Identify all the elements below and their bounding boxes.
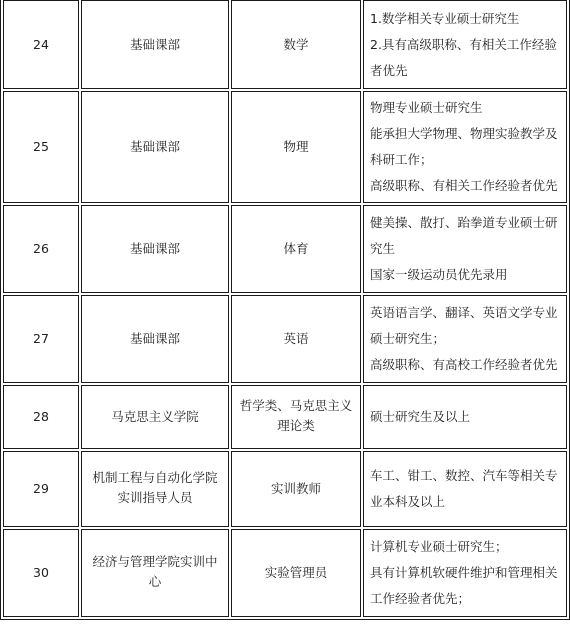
department: 基础课部 bbox=[81, 91, 229, 203]
requirements bbox=[363, 385, 567, 449]
position: 物理 bbox=[231, 91, 361, 203]
position: 英语 bbox=[231, 295, 361, 383]
row-number: 25 bbox=[3, 91, 79, 203]
table-row bbox=[3, 451, 567, 527]
requirement-line: 高级职称、有相关工作经验者优先 bbox=[370, 178, 558, 193]
requirement-line: 健美操、散打、跆拳道专业硕士研 bbox=[370, 215, 558, 230]
requirement-line: 工作经验者优先； bbox=[370, 591, 471, 606]
requirement-line: 者优先 bbox=[370, 62, 408, 78]
requirement-line: 国家一级运动员优先录用 bbox=[370, 267, 508, 282]
requirements bbox=[363, 91, 567, 203]
row-number: 27 bbox=[3, 295, 79, 383]
requirement-line: 业本科及以上 bbox=[370, 494, 446, 509]
requirements bbox=[363, 0, 567, 89]
requirement-line: 高级职称、有高校工作经验者优先 bbox=[370, 357, 558, 372]
requirement-line: 能承担大学物理、物理实验教学及 bbox=[370, 126, 558, 141]
requirement-line: 1.数学相关专业硕士研究生 bbox=[370, 10, 520, 26]
department: 基础课部 bbox=[81, 205, 229, 293]
requirement-line: 具有计算机软硬件维护和管理相关 bbox=[370, 565, 558, 580]
position: 哲学类、马克思主义理论类 bbox=[231, 385, 361, 449]
table-row bbox=[3, 295, 567, 383]
requirement-line: 2.具有高级职称、有相关工作经验 bbox=[370, 36, 557, 52]
requirements bbox=[363, 451, 567, 527]
position: 体育 bbox=[231, 205, 361, 293]
table-row bbox=[3, 205, 567, 293]
requirement-line: 科研工作； bbox=[370, 152, 433, 167]
department: 基础课部 bbox=[81, 0, 229, 89]
table-row bbox=[3, 0, 567, 89]
position: 实验管理员 bbox=[231, 529, 361, 617]
requirement-line: 硕士研究生及以上 bbox=[370, 409, 471, 424]
department: 马克思主义学院 bbox=[81, 385, 229, 449]
requirements bbox=[363, 529, 567, 617]
requirement-line: 英语语言学、翻译、英语文学专业 bbox=[370, 305, 558, 320]
table-row bbox=[3, 385, 567, 449]
row-number: 28 bbox=[3, 385, 79, 449]
position: 实训教师 bbox=[231, 451, 361, 527]
row-number: 30 bbox=[3, 529, 79, 617]
table-row bbox=[3, 91, 567, 203]
department: 基础课部 bbox=[81, 295, 229, 383]
requirement-line: 究生 bbox=[370, 241, 396, 256]
row-number: 26 bbox=[3, 205, 79, 293]
requirements bbox=[363, 295, 567, 383]
position: 数学 bbox=[231, 0, 361, 89]
requirement-line: 车工、钳工、数控、汽车等相关专 bbox=[370, 468, 558, 483]
department: 机制工程与自动化学院实训指导人员 bbox=[81, 451, 229, 527]
requirement-line: 硕士研究生； bbox=[370, 331, 446, 346]
requirement-line: 计算机专业硕士研究生； bbox=[370, 539, 508, 554]
requirements bbox=[363, 205, 567, 293]
requirement-line: 物理专业硕士研究生 bbox=[370, 100, 483, 115]
row-number: 29 bbox=[3, 451, 79, 527]
table-row bbox=[3, 529, 567, 617]
row-number: 24 bbox=[3, 0, 79, 89]
department: 经济与管理学院实训中心 bbox=[81, 529, 229, 617]
